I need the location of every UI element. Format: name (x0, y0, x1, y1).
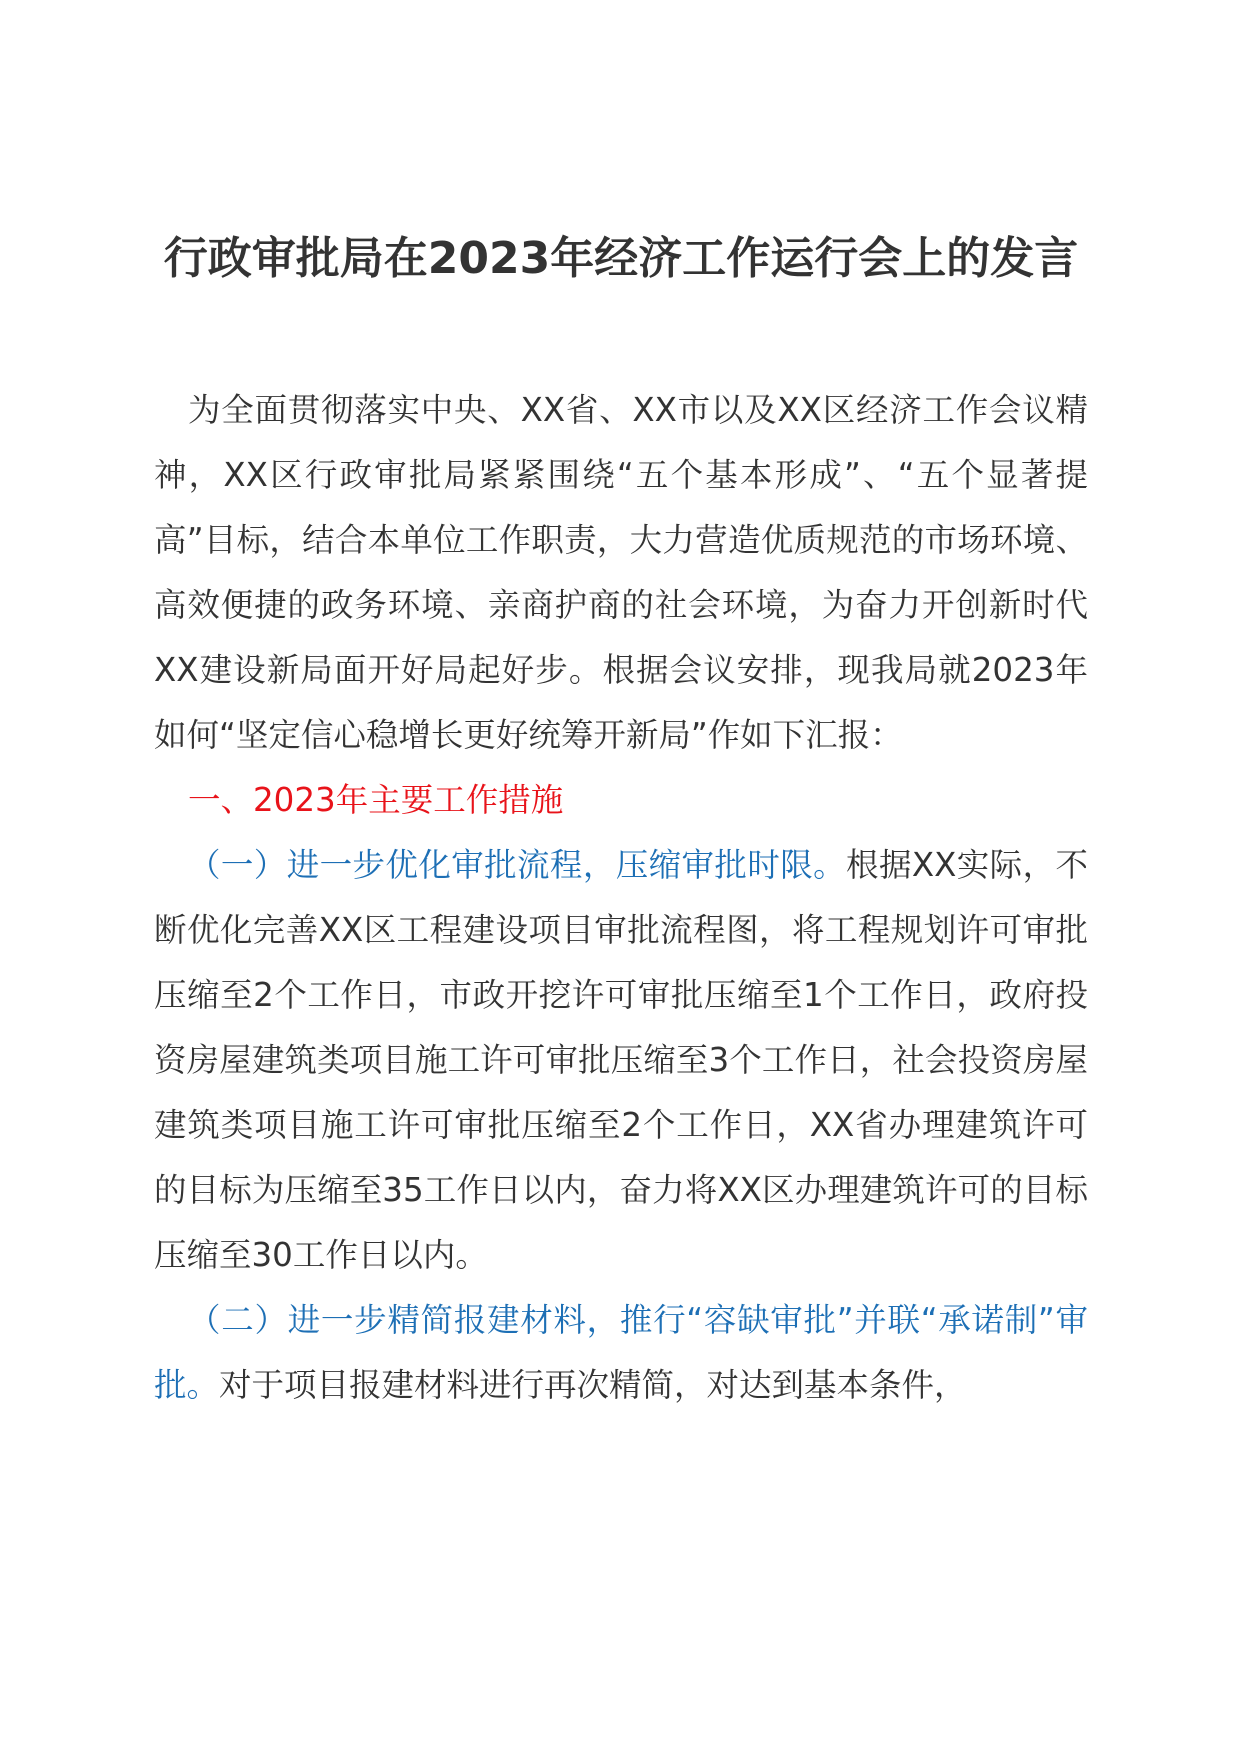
section-heading (154, 768, 1088, 833)
item-heading-2: （二）进一步精简报建材料，推行“容缺审批”并联“承诺制”审批。 (154, 1301, 1088, 1404)
section-heading-text: 一、2023年主要工作措施 (188, 781, 564, 819)
document-title: 行政审批局在2023年经济工作运行会上的发言 (163, 233, 1079, 284)
intro-paragraph: 为全面贯彻落实中央、XX省、XX市以及XX区经济工作会议精神，XX区行政审批局紧紧围绕“五个基本形成”、“五个显著提高”目标，结合本单位工作职责，大力营造优质规范的市场环境、高效便捷的政务环境、亲商护商的社会环境，为奋力开创新时代XX建设新局面开好局起好步。根据会议安排，现我局就2023年如何“坚定信心稳增长更好统筹开新局”作如下汇报： (154, 391, 1088, 754)
item-text-1: 根据XX实际，不断优化完善XX区工程建设项目审批流程图，将工程规划许可审批压缩至2个工作日，市政开挖许可审批压缩至1个工作日，政府投资房屋建筑类项目施工许可审批压缩至3个工作日，社会投资房屋建筑类项目施工许可审批压缩至2个工作日，XX省办理建筑许可的目标为压缩至35工作日以内，奋力将XX区办理建筑许可的目标压缩至30工作日以内。 (154, 846, 1088, 1274)
item-paragraph-2 (154, 1288, 1088, 1418)
item-paragraph-1 (154, 833, 1088, 1288)
item-heading-1: （一）进一步优化审批流程，压缩审批时限。 (188, 846, 847, 884)
document-body (154, 378, 1088, 1418)
item-text-2: 对于项目报建材料进行再次精简，对达到基本条件， (219, 1366, 967, 1404)
